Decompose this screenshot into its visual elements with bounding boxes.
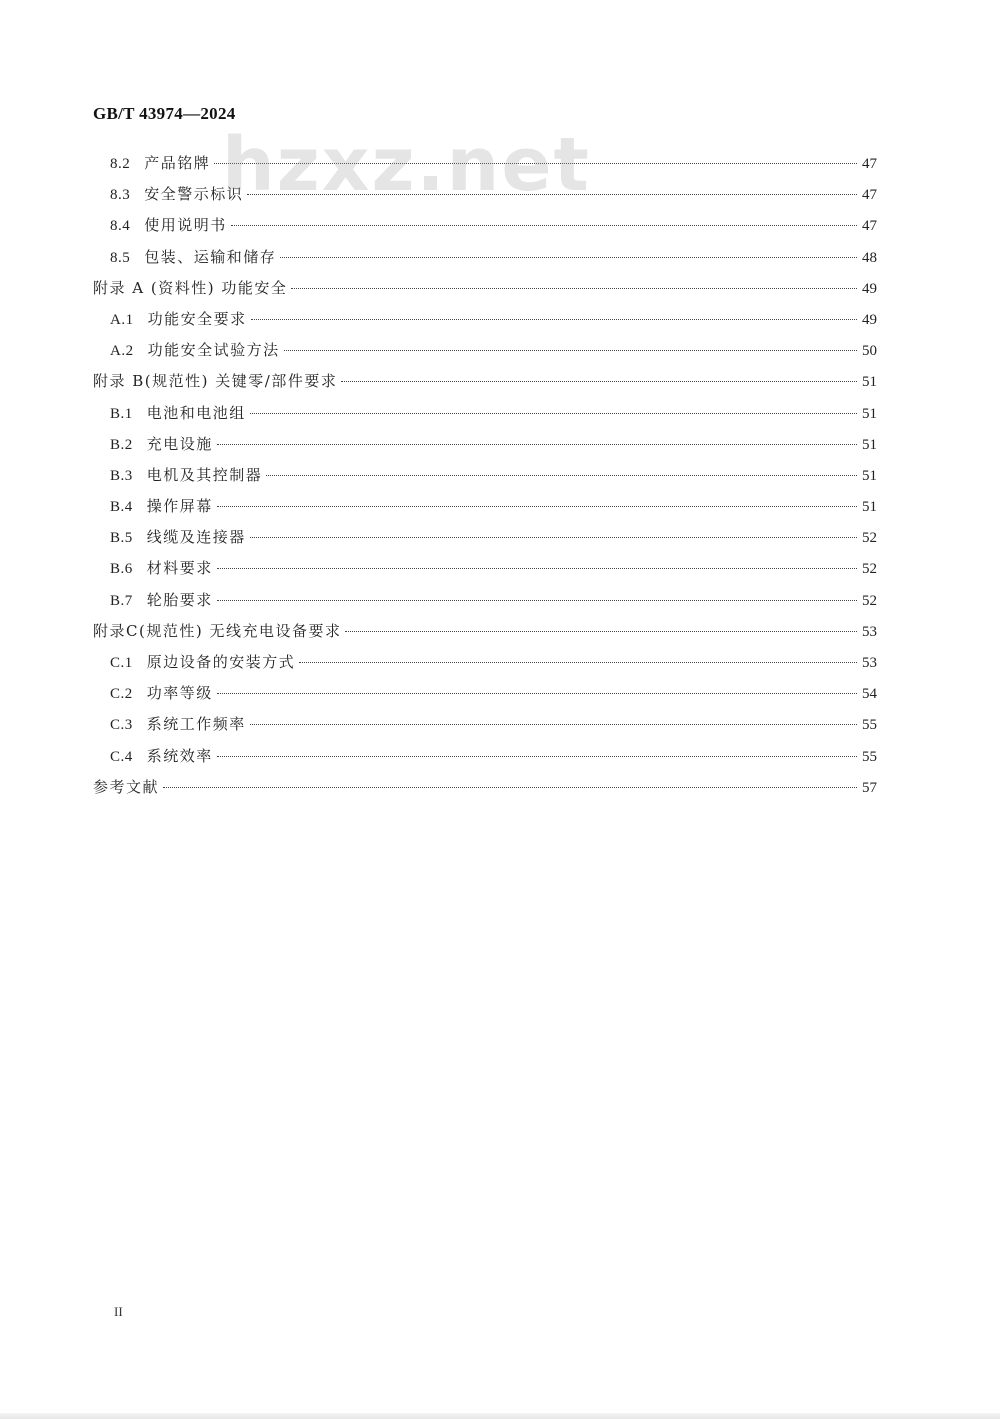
toc-entry-number: C.2 [110,686,133,703]
toc-entry-number: C.4 [110,748,133,765]
toc-dot-leader [217,756,857,757]
toc-entry[interactable] [93,273,877,304]
toc-entry-page: 47 [862,187,877,204]
toc-entry-title: 系统效率 [146,746,213,765]
toc-entry[interactable] [93,522,877,553]
toc-entry-number: 8.3 [110,187,131,204]
watermark: hzxz.net [222,122,591,208]
toc-entry-page: 47 [862,156,877,172]
toc-entry-number: B.6 [110,561,133,578]
toc-entry-number: B.7 [110,592,133,609]
toc-dot-leader [345,631,857,632]
toc-entry-title: 功率等级 [146,684,213,703]
toc-entry-title: 参考文献 [93,777,160,796]
toc-entry[interactable] [93,709,877,740]
toc-entry[interactable] [93,491,877,522]
toc-dot-leader [217,600,857,601]
toc-entry-page: 47 [862,218,877,235]
toc-entry-title: 线缆及连接器 [146,528,246,547]
toc-entry-number: B.2 [110,436,133,453]
toc-entry-number: A.1 [110,311,134,328]
toc-entry-page: 52 [862,530,877,547]
toc-dot-leader [217,506,857,507]
toc-entry[interactable] [93,741,877,772]
toc-entry-page: 54 [862,686,877,703]
toc-entry-number: A.2 [110,343,134,360]
toc-entry-number: B.1 [110,405,133,422]
toc-entry-page: 51 [862,499,877,516]
toc-entry-title: 附录 A (资料性) 功能安全 [93,278,288,297]
toc-entry-number: C.3 [110,717,133,734]
toc-dot-leader [163,787,857,788]
toc-entry[interactable] [93,398,877,429]
toc-entry-title: 操作屏幕 [146,497,213,516]
toc-entry-page: 51 [862,374,877,391]
toc-entry-page: 48 [862,249,877,266]
table-of-contents [93,148,877,803]
toc-entry-page: 50 [862,343,877,360]
toc-entry-title: 电机及其控制器 [146,465,263,484]
toc-entry-page: 51 [862,436,877,453]
toc-entry-title: 电池和电池组 [146,403,246,422]
toc-dot-leader [250,724,857,725]
page-number: II [114,1304,123,1319]
toc-entry-number: 8.5 [110,249,131,266]
toc-entry[interactable] [93,678,877,709]
toc-entry-page: 52 [862,561,877,578]
toc-dot-leader [251,319,857,320]
toc-entry-title: 使用说明书 [144,216,227,235]
toc-entry-page: 51 [862,405,877,422]
toc-dot-leader [247,194,857,195]
toc-entry[interactable] [93,460,877,491]
toc-entry[interactable] [93,429,877,460]
toc-dot-leader [291,288,857,289]
toc-entry-title: 原边设备的安装方式 [146,653,296,671]
toc-entry-page: 53 [862,655,877,671]
toc-dot-leader [217,693,857,694]
toc-entry[interactable] [93,616,877,647]
toc-entry-title: 轮胎要求 [146,590,213,609]
toc-dot-leader [250,537,857,538]
toc-entry[interactable] [93,647,877,678]
toc-entry-title: 功能安全要求 [147,309,247,328]
toc-dot-leader [231,225,857,226]
toc-entry-page: 57 [862,779,877,796]
toc-entry-number: C.1 [110,655,133,671]
toc-entry-number: 8.2 [110,156,131,172]
toc-entry-page: 51 [862,467,877,484]
toc-entry[interactable] [93,335,877,366]
toc-entry[interactable] [93,585,877,616]
toc-entry[interactable] [93,304,877,335]
toc-dot-leader [299,662,857,663]
toc-entry-page: 55 [862,717,877,734]
toc-entry-number: B.5 [110,530,133,547]
toc-entry-page: 53 [862,623,877,640]
toc-entry[interactable] [93,366,877,397]
toc-entry-title: 材料要求 [146,559,213,578]
toc-dot-leader [341,381,857,382]
toc-dot-leader [266,475,857,476]
toc-entry[interactable] [93,148,877,179]
toc-entry-title: 系统工作频率 [146,715,246,734]
toc-entry-page: 55 [862,748,877,765]
toc-entry[interactable] [93,772,877,803]
toc-entry-title: 包装、运输和储存 [144,247,277,266]
toc-entry[interactable] [93,210,877,241]
toc-entry-number: 8.4 [110,218,131,235]
toc-dot-leader [217,568,857,569]
toc-dot-leader [284,350,857,351]
toc-dot-leader [280,257,857,258]
toc-dot-leader [214,163,857,164]
toc-entry-title: 功能安全试验方法 [147,341,280,360]
toc-dot-leader [250,413,857,414]
toc-entry[interactable] [93,553,877,584]
standard-id-header: GB/T 43974—2024 [93,104,236,123]
toc-entry[interactable] [93,242,877,273]
page-bottom-edge [0,1413,1000,1419]
toc-entry-page: 49 [862,280,877,297]
toc-entry-page: 49 [862,311,877,328]
toc-dot-leader [217,444,857,445]
toc-entry-title: 产品铭牌 [144,154,211,172]
toc-entry-title: 充电设施 [146,434,213,453]
toc-entry-number: B.4 [110,499,133,516]
toc-entry[interactable] [93,179,877,210]
toc-entry-title: 附录C(规范性) 无线充电设备要求 [93,621,342,640]
toc-entry-title: 安全警示标识 [144,185,244,204]
toc-entry-number: B.3 [110,467,133,484]
toc-entry-title: 附录 B(规范性) 关键零/部件要求 [93,372,338,391]
toc-entry-page: 52 [862,592,877,609]
